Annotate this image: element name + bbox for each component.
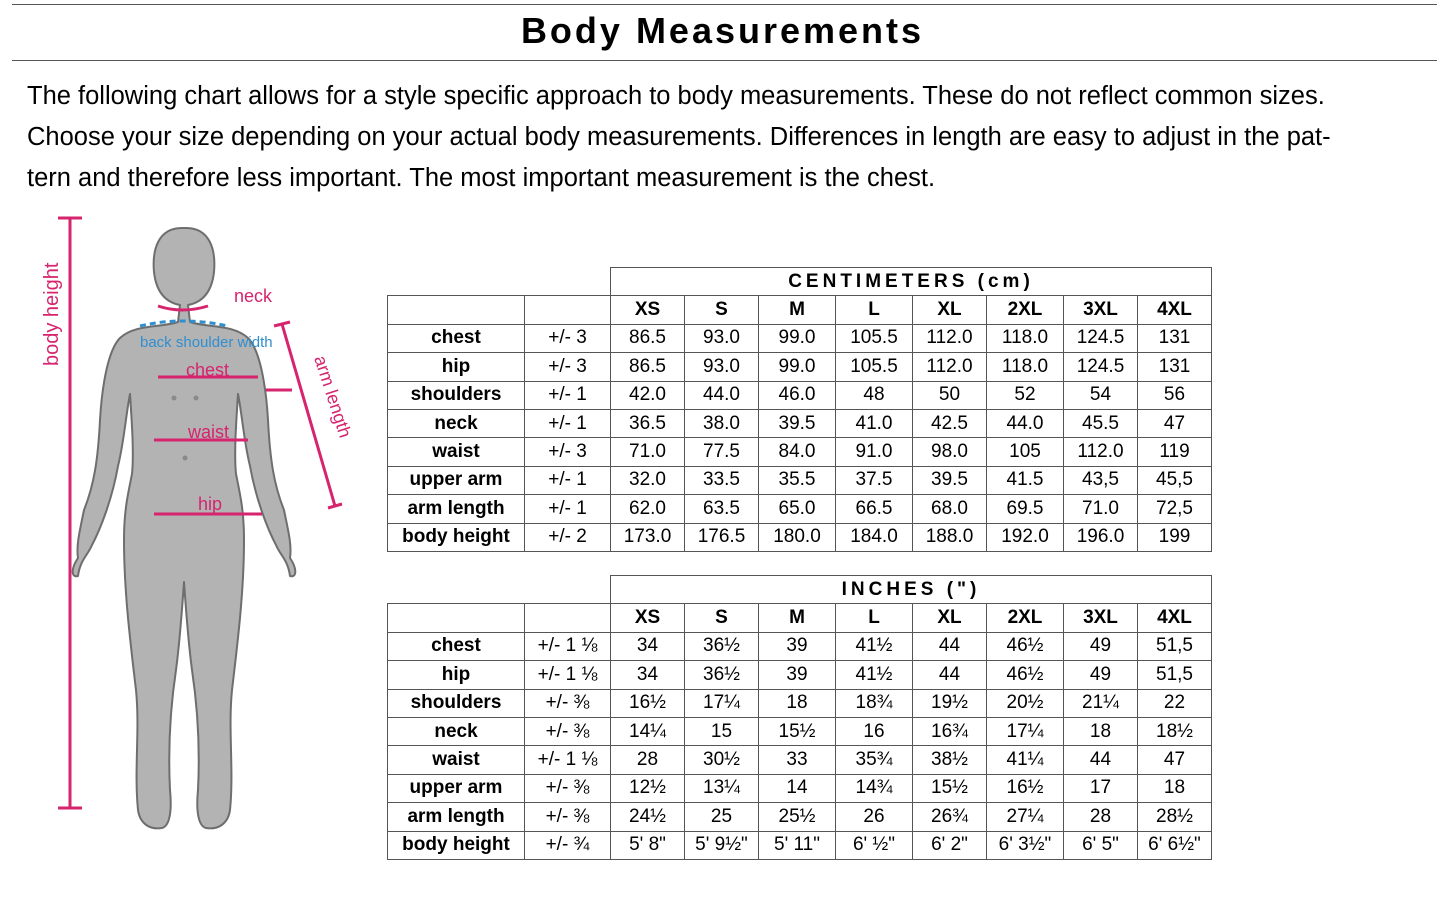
value-cell: 72,5	[1138, 495, 1212, 523]
chest-label: chest	[186, 360, 230, 380]
centimeters-rows	[388, 324, 1212, 551]
value-cell: 49	[1064, 632, 1138, 660]
value-cell: 39	[759, 632, 836, 660]
centimeters-size-table	[387, 267, 1212, 552]
intro-line: tern and therefore less important. The most important measurement is the chest.	[27, 164, 936, 192]
value-cell: 24½	[611, 803, 685, 831]
body-height-label: body height	[41, 262, 63, 366]
value-cell: 47	[1138, 746, 1212, 774]
waist-label: waist	[188, 422, 230, 442]
measurement-label: upper arm	[388, 774, 525, 802]
tolerance-cell: +/- 3	[525, 353, 611, 381]
measurement-label: hip	[388, 661, 525, 689]
neck-label: neck	[234, 286, 273, 306]
header-cell	[525, 296, 611, 324]
value-cell: 69.5	[987, 495, 1064, 523]
value-cell: 28	[1064, 803, 1138, 831]
value-cell: 45.5	[1064, 409, 1138, 437]
measurement-label: shoulders	[388, 689, 525, 717]
header-cell	[388, 604, 525, 632]
intro-line: Choose your size depending on your actual body measurements. Differences in length are easy to adjust in the pat-	[27, 123, 1331, 151]
value-cell: 131	[1138, 324, 1212, 352]
value-cell: 98.0	[913, 438, 987, 466]
value-cell: 20½	[987, 689, 1064, 717]
value-cell: 28	[611, 746, 685, 774]
value-cell: 93.0	[685, 324, 759, 352]
tolerance-cell: +/- 2	[525, 523, 611, 551]
measurement-label: chest	[388, 632, 525, 660]
value-cell: 39.5	[913, 466, 987, 494]
value-cell: 41½	[836, 632, 913, 660]
value-cell: 112.0	[913, 324, 987, 352]
value-cell: 19½	[913, 689, 987, 717]
blank-corner-cell	[388, 268, 611, 296]
size-header: XS	[611, 296, 685, 324]
value-cell: 13¼	[685, 774, 759, 802]
size-header: 3XL	[1064, 296, 1138, 324]
size-header: M	[759, 296, 836, 324]
body-measurement-figure	[30, 210, 370, 850]
size-header: 4XL	[1138, 296, 1212, 324]
value-cell: 6' 6½"	[1138, 831, 1212, 859]
table-row	[388, 324, 1212, 352]
value-cell: 99.0	[759, 324, 836, 352]
value-cell: 176.5	[685, 523, 759, 551]
value-cell: 124.5	[1064, 353, 1138, 381]
value-cell: 16¾	[913, 717, 987, 745]
table-row	[388, 466, 1212, 494]
value-cell: 5' 8"	[611, 831, 685, 859]
table-row	[388, 717, 1212, 745]
value-cell: 173.0	[611, 523, 685, 551]
value-cell: 25½	[759, 803, 836, 831]
table-row	[388, 353, 1212, 381]
measurement-label: waist	[388, 746, 525, 774]
inches-rows	[388, 632, 1212, 859]
value-cell: 34	[611, 661, 685, 689]
value-cell: 105.5	[836, 353, 913, 381]
tolerance-cell: +/- 1	[525, 409, 611, 437]
value-cell: 48	[836, 381, 913, 409]
value-cell: 38½	[913, 746, 987, 774]
value-cell: 44	[913, 661, 987, 689]
value-cell: 84.0	[759, 438, 836, 466]
measurement-label: chest	[388, 324, 525, 352]
value-cell: 17¼	[987, 717, 1064, 745]
value-cell: 26	[836, 803, 913, 831]
value-cell: 52	[987, 381, 1064, 409]
value-cell: 71.0	[1064, 495, 1138, 523]
value-cell: 25	[685, 803, 759, 831]
value-cell: 32.0	[611, 466, 685, 494]
size-header: M	[759, 604, 836, 632]
value-cell: 44	[1064, 746, 1138, 774]
table-row	[388, 661, 1212, 689]
size-header: 2XL	[987, 296, 1064, 324]
value-cell: 63.5	[685, 495, 759, 523]
value-cell: 124.5	[1064, 324, 1138, 352]
value-cell: 33	[759, 746, 836, 774]
tolerance-cell: +/- 1 ⅛	[525, 746, 611, 774]
table-row	[388, 438, 1212, 466]
value-cell: 16½	[611, 689, 685, 717]
value-cell: 45,5	[1138, 466, 1212, 494]
value-cell: 86.5	[611, 353, 685, 381]
value-cell: 18	[1064, 717, 1138, 745]
value-cell: 21¼	[1064, 689, 1138, 717]
value-cell: 41.0	[836, 409, 913, 437]
inches-size-table	[387, 575, 1212, 860]
value-cell: 44.0	[685, 381, 759, 409]
tolerance-cell: +/- ⅜	[525, 803, 611, 831]
value-cell: 68.0	[913, 495, 987, 523]
value-cell: 47	[1138, 409, 1212, 437]
value-cell: 28½	[1138, 803, 1212, 831]
value-cell: 22	[1138, 689, 1212, 717]
measurement-label: shoulders	[388, 381, 525, 409]
value-cell: 50	[913, 381, 987, 409]
size-header: S	[685, 604, 759, 632]
table-row	[388, 381, 1212, 409]
size-header: 4XL	[1138, 604, 1212, 632]
intro-paragraph	[27, 76, 1407, 199]
value-cell: 51,5	[1138, 661, 1212, 689]
size-header: XL	[913, 604, 987, 632]
value-cell: 105.5	[836, 324, 913, 352]
value-cell: 37.5	[836, 466, 913, 494]
table-row	[388, 831, 1212, 859]
value-cell: 66.5	[836, 495, 913, 523]
value-cell: 36½	[685, 632, 759, 660]
table-row	[388, 803, 1212, 831]
arm-length-label: arm length	[310, 353, 356, 441]
size-header-row	[388, 604, 1212, 632]
value-cell: 16½	[987, 774, 1064, 802]
tolerance-cell: +/- ¾	[525, 831, 611, 859]
value-cell: 118.0	[987, 353, 1064, 381]
value-cell: 51,5	[1138, 632, 1212, 660]
value-cell: 44.0	[987, 409, 1064, 437]
value-cell: 14¾	[836, 774, 913, 802]
header-cell	[388, 296, 525, 324]
tolerance-cell: +/- ⅜	[525, 689, 611, 717]
value-cell: 33.5	[685, 466, 759, 494]
size-header: L	[836, 296, 913, 324]
value-cell: 27¼	[987, 803, 1064, 831]
blank-corner-cell	[388, 576, 611, 604]
value-cell: 44	[913, 632, 987, 660]
tolerance-cell: +/- 3	[525, 324, 611, 352]
value-cell: 41½	[836, 661, 913, 689]
value-cell: 196.0	[1064, 523, 1138, 551]
value-cell: 49	[1064, 661, 1138, 689]
size-header-row	[388, 296, 1212, 324]
value-cell: 15	[685, 717, 759, 745]
value-cell: 180.0	[759, 523, 836, 551]
human-silhouette	[73, 228, 296, 828]
table-title: INCHES (")	[611, 576, 1212, 604]
size-header: 3XL	[1064, 604, 1138, 632]
value-cell: 5' 11"	[759, 831, 836, 859]
value-cell: 86.5	[611, 324, 685, 352]
value-cell: 46½	[987, 661, 1064, 689]
size-header: L	[836, 604, 913, 632]
size-header: XS	[611, 604, 685, 632]
value-cell: 42.0	[611, 381, 685, 409]
table-title-row	[388, 268, 1212, 296]
value-cell: 39.5	[759, 409, 836, 437]
value-cell: 119	[1138, 438, 1212, 466]
value-cell: 6' 5"	[1064, 831, 1138, 859]
header-cell	[525, 604, 611, 632]
value-cell: 34	[611, 632, 685, 660]
measurement-label: upper arm	[388, 466, 525, 494]
value-cell: 42.5	[913, 409, 987, 437]
value-cell: 99.0	[759, 353, 836, 381]
value-cell: 91.0	[836, 438, 913, 466]
value-cell: 46.0	[759, 381, 836, 409]
value-cell: 12½	[611, 774, 685, 802]
value-cell: 41¼	[987, 746, 1064, 774]
value-cell: 39	[759, 661, 836, 689]
measurement-label: waist	[388, 438, 525, 466]
value-cell: 192.0	[987, 523, 1064, 551]
tolerance-cell: +/- 1	[525, 381, 611, 409]
back-shoulder-width-label: back shoulder width	[140, 334, 273, 351]
value-cell: 46½	[987, 632, 1064, 660]
value-cell: 17	[1064, 774, 1138, 802]
tolerance-cell: +/- ⅜	[525, 717, 611, 745]
tolerance-cell: +/- 1	[525, 495, 611, 523]
table-row	[388, 632, 1212, 660]
page-title: Body Measurements	[520, 10, 925, 51]
value-cell: 14¼	[611, 717, 685, 745]
table-row	[388, 523, 1212, 551]
measurement-label: neck	[388, 717, 525, 745]
intro-line: The following chart allows for a style specific approach to body measurements. These do not reflect common sizes.	[27, 82, 1325, 110]
hip-label: hip	[198, 494, 223, 514]
value-cell: 30½	[685, 746, 759, 774]
tolerance-cell: +/- 1	[525, 466, 611, 494]
tolerance-cell: +/- ⅜	[525, 774, 611, 802]
value-cell: 5' 9½"	[685, 831, 759, 859]
value-cell: 199	[1138, 523, 1212, 551]
value-cell: 65.0	[759, 495, 836, 523]
table-row	[388, 495, 1212, 523]
table-row	[388, 774, 1212, 802]
value-cell: 112.0	[913, 353, 987, 381]
value-cell: 35¾	[836, 746, 913, 774]
value-cell: 17¼	[685, 689, 759, 717]
table-row	[388, 409, 1212, 437]
header-bottom-rule	[12, 60, 1437, 61]
value-cell: 18	[1138, 774, 1212, 802]
measurement-label: arm length	[388, 495, 525, 523]
value-cell: 41.5	[987, 466, 1064, 494]
value-cell: 118.0	[987, 324, 1064, 352]
value-cell: 62.0	[611, 495, 685, 523]
value-cell: 18	[759, 689, 836, 717]
measurement-label: body height	[388, 831, 525, 859]
value-cell: 18½	[1138, 717, 1212, 745]
value-cell: 6' ½"	[836, 831, 913, 859]
value-cell: 131	[1138, 353, 1212, 381]
table-row	[388, 746, 1212, 774]
size-header: XL	[913, 296, 987, 324]
size-header: S	[685, 296, 759, 324]
value-cell: 6' 3½"	[987, 831, 1064, 859]
value-cell: 105	[987, 438, 1064, 466]
value-cell: 112.0	[1064, 438, 1138, 466]
measurement-label: arm length	[388, 803, 525, 831]
body-silhouette-diagram	[30, 210, 370, 850]
tolerance-cell: +/- 3	[525, 438, 611, 466]
value-cell: 18¾	[836, 689, 913, 717]
value-cell: 26¾	[913, 803, 987, 831]
value-cell: 15½	[759, 717, 836, 745]
tolerance-cell: +/- 1 ⅛	[525, 632, 611, 660]
table-title: CENTIMETERS (cm)	[611, 268, 1212, 296]
measurement-label: hip	[388, 353, 525, 381]
size-header: 2XL	[987, 604, 1064, 632]
value-cell: 184.0	[836, 523, 913, 551]
value-cell: 43,5	[1064, 466, 1138, 494]
value-cell: 93.0	[685, 353, 759, 381]
value-cell: 36½	[685, 661, 759, 689]
value-cell: 71.0	[611, 438, 685, 466]
measurement-label: body height	[388, 523, 525, 551]
value-cell: 35.5	[759, 466, 836, 494]
header-top-rule	[12, 4, 1437, 5]
value-cell: 38.0	[685, 409, 759, 437]
value-cell: 15½	[913, 774, 987, 802]
table-row	[388, 689, 1212, 717]
tolerance-cell: +/- 1 ⅛	[525, 661, 611, 689]
value-cell: 6' 2"	[913, 831, 987, 859]
value-cell: 14	[759, 774, 836, 802]
value-cell: 16	[836, 717, 913, 745]
measurement-label: neck	[388, 409, 525, 437]
table-title-row	[388, 576, 1212, 604]
value-cell: 188.0	[913, 523, 987, 551]
value-cell: 77.5	[685, 438, 759, 466]
value-cell: 54	[1064, 381, 1138, 409]
value-cell: 36.5	[611, 409, 685, 437]
value-cell: 56	[1138, 381, 1212, 409]
